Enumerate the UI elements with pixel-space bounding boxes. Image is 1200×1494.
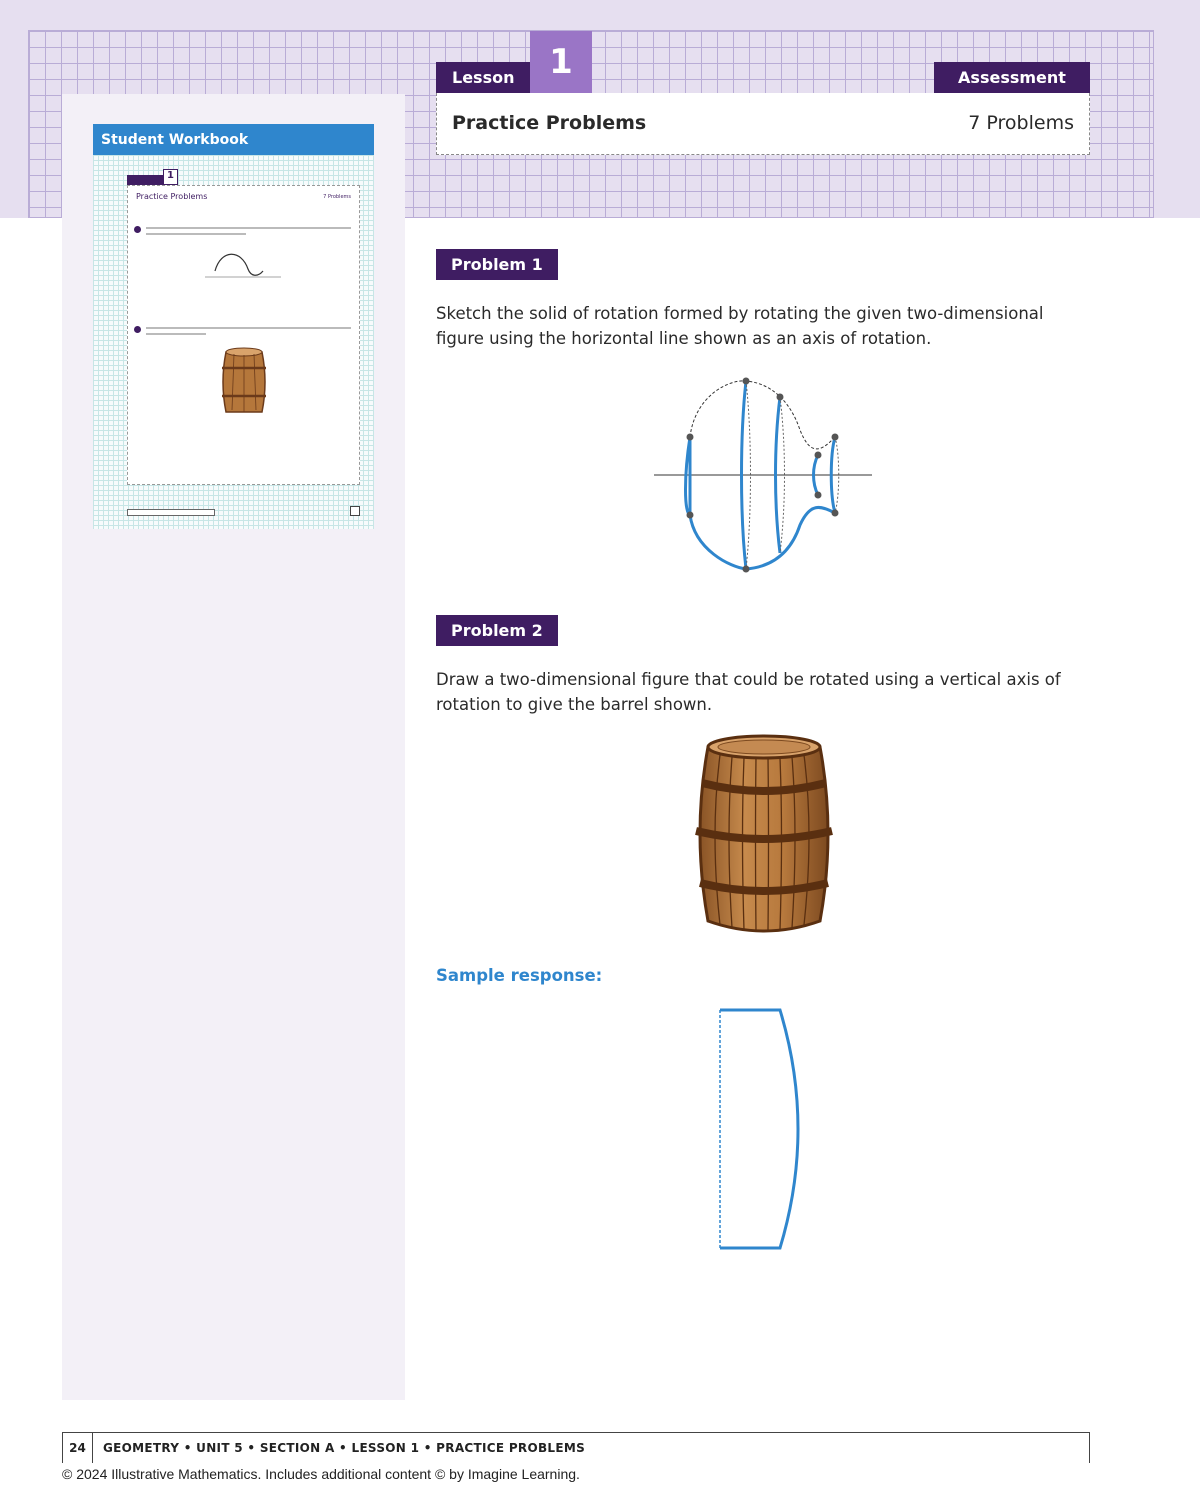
- workbook-footer: [127, 509, 215, 516]
- workbook-corner-icon: [350, 506, 360, 516]
- page-number: 24: [63, 1433, 93, 1463]
- lesson-number: 1: [530, 31, 592, 93]
- workbook-card-title: Practice Problems: [136, 192, 208, 201]
- workbook-text-line: [146, 327, 351, 329]
- workbook-page-preview: [93, 155, 374, 529]
- problem-2-label: Problem 2: [436, 615, 558, 646]
- footer-breadcrumb: GEOMETRY • UNIT 5 • SECTION A • LESSON 1 • PRACTICE PROBLEMS: [103, 1441, 586, 1455]
- student-workbook-thumbnail[interactable]: [93, 124, 374, 529]
- page-footer: [62, 1432, 1090, 1463]
- workbook-bullet-2: [134, 326, 141, 333]
- workbook-card-count: 7 Problems: [323, 194, 351, 200]
- sample-response-label: Sample response:: [436, 966, 603, 985]
- workbook-card: [127, 185, 360, 485]
- lesson-tab: Lesson: [436, 62, 530, 93]
- workbook-barrel-image: [218, 346, 270, 418]
- problem-2-barrel-image: [690, 733, 838, 938]
- problem-2-text: Draw a two-dimensional figure that could be rotated using a vertical axis of rotation to give the barrel shown.: [436, 670, 1061, 714]
- workbook-text-line: [146, 233, 246, 235]
- problem-1-text: Sketch the solid of rotation formed by rotating the given two-dimensional figure using the horizontal line shown as an axis of rotation.: [436, 304, 1044, 348]
- practice-problems-card: [436, 93, 1090, 155]
- page-title: Practice Problems: [452, 112, 647, 134]
- workbook-bullet-1: [134, 226, 141, 233]
- workbook-text-line: [146, 227, 351, 229]
- workbook-lesson-bar: [127, 175, 163, 185]
- workbook-text-line: [146, 333, 206, 335]
- workbook-lesson-number: 1: [163, 169, 178, 185]
- copyright-text: © 2024 Illustrative Mathematics. Includes additional content © by Imagine Learning.: [62, 1466, 580, 1482]
- problem-1-solid-figure: [650, 375, 875, 575]
- sample-response-figure: [712, 1004, 812, 1256]
- assessment-tab[interactable]: Assessment: [934, 62, 1090, 93]
- workbook-title: Student Workbook: [93, 124, 374, 155]
- problem-count: 7 Problems: [968, 112, 1074, 134]
- problem-1-label: Problem 1: [436, 249, 558, 280]
- workbook-curve-figure: [203, 241, 283, 281]
